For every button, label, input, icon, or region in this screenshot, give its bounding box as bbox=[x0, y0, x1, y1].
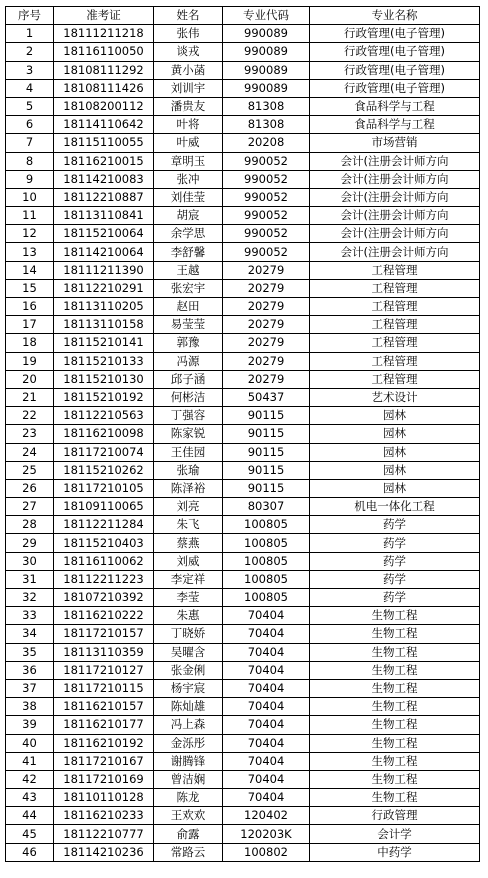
cell-major-code: 70404 bbox=[223, 679, 310, 697]
cell-exam-id: 18117210157 bbox=[54, 625, 154, 643]
cell-exam-id: 18117210167 bbox=[54, 752, 154, 770]
cell-major-name: 会计(注册会计师方向 bbox=[310, 188, 480, 206]
cell-exam-id: 18114110642 bbox=[54, 116, 154, 134]
cell-serial: 8 bbox=[6, 152, 54, 170]
cell-serial: 6 bbox=[6, 116, 54, 134]
cell-serial: 37 bbox=[6, 679, 54, 697]
table-row bbox=[6, 388, 480, 406]
cell-name: 李定祥 bbox=[154, 570, 223, 588]
header-row bbox=[6, 7, 480, 25]
cell-serial: 40 bbox=[6, 734, 54, 752]
table-row bbox=[6, 352, 480, 370]
cell-serial: 12 bbox=[6, 225, 54, 243]
header-serial: 序号 bbox=[6, 7, 54, 25]
cell-serial: 23 bbox=[6, 425, 54, 443]
cell-serial: 4 bbox=[6, 79, 54, 97]
cell-serial: 11 bbox=[6, 207, 54, 225]
table-row bbox=[6, 625, 480, 643]
cell-exam-id: 18112210777 bbox=[54, 825, 154, 843]
cell-major-name: 行政管理(电子管理) bbox=[310, 25, 480, 43]
cell-name: 常路云 bbox=[154, 843, 223, 861]
cell-major-code: 100802 bbox=[223, 843, 310, 861]
table-row bbox=[6, 679, 480, 697]
cell-major-name: 会计(注册会计师方向 bbox=[310, 207, 480, 225]
cell-name: 陈泽裕 bbox=[154, 479, 223, 497]
cell-major-name: 会计(注册会计师方向 bbox=[310, 225, 480, 243]
table-row bbox=[6, 279, 480, 297]
cell-exam-id: 18116110062 bbox=[54, 552, 154, 570]
table-row bbox=[6, 316, 480, 334]
cell-exam-id: 18112211284 bbox=[54, 516, 154, 534]
cell-major-code: 70404 bbox=[223, 698, 310, 716]
cell-major-code: 990089 bbox=[223, 61, 310, 79]
cell-serial: 29 bbox=[6, 534, 54, 552]
cell-major-code: 100805 bbox=[223, 570, 310, 588]
cell-name: 吴曜含 bbox=[154, 643, 223, 661]
cell-major-name: 会计(注册会计师方向 bbox=[310, 243, 480, 261]
cell-major-name: 工程管理 bbox=[310, 352, 480, 370]
cell-major-name: 生物工程 bbox=[310, 716, 480, 734]
table-row bbox=[6, 407, 480, 425]
table-row bbox=[6, 589, 480, 607]
cell-major-name: 市场营销 bbox=[310, 134, 480, 152]
cell-serial: 32 bbox=[6, 589, 54, 607]
cell-major-code: 100805 bbox=[223, 516, 310, 534]
cell-name: 刘训宇 bbox=[154, 79, 223, 97]
cell-major-name: 药学 bbox=[310, 534, 480, 552]
table-row bbox=[6, 661, 480, 679]
cell-major-code: 120203K bbox=[223, 825, 310, 843]
table-row bbox=[6, 207, 480, 225]
cell-serial: 45 bbox=[6, 825, 54, 843]
table-row bbox=[6, 97, 480, 115]
cell-name: 叶将 bbox=[154, 116, 223, 134]
cell-major-code: 81308 bbox=[223, 97, 310, 115]
cell-major-name: 生物工程 bbox=[310, 752, 480, 770]
cell-serial: 15 bbox=[6, 279, 54, 297]
cell-serial: 18 bbox=[6, 334, 54, 352]
cell-exam-id: 18115210262 bbox=[54, 461, 154, 479]
cell-serial: 20 bbox=[6, 370, 54, 388]
cell-name: 叶威 bbox=[154, 134, 223, 152]
cell-major-name: 药学 bbox=[310, 516, 480, 534]
cell-major-name: 生物工程 bbox=[310, 643, 480, 661]
cell-serial: 5 bbox=[6, 97, 54, 115]
cell-exam-id: 18116110050 bbox=[54, 43, 154, 61]
cell-serial: 39 bbox=[6, 716, 54, 734]
table-row bbox=[6, 498, 480, 516]
table-row bbox=[6, 643, 480, 661]
cell-major-name: 工程管理 bbox=[310, 316, 480, 334]
cell-serial: 9 bbox=[6, 170, 54, 188]
cell-serial: 46 bbox=[6, 843, 54, 861]
cell-name: 张伟 bbox=[154, 25, 223, 43]
table-row bbox=[6, 552, 480, 570]
cell-major-code: 20279 bbox=[223, 279, 310, 297]
table-row bbox=[6, 425, 480, 443]
cell-serial: 17 bbox=[6, 316, 54, 334]
cell-major-name: 生物工程 bbox=[310, 734, 480, 752]
cell-name: 杨宇宸 bbox=[154, 679, 223, 697]
header-exam-id: 准考证 bbox=[54, 7, 154, 25]
cell-name: 邱子涵 bbox=[154, 370, 223, 388]
cell-exam-id: 18111211390 bbox=[54, 261, 154, 279]
cell-serial: 10 bbox=[6, 188, 54, 206]
cell-major-code: 120402 bbox=[223, 807, 310, 825]
table-row bbox=[6, 516, 480, 534]
cell-exam-id: 18111211218 bbox=[54, 25, 154, 43]
cell-major-code: 70404 bbox=[223, 770, 310, 788]
table-row bbox=[6, 461, 480, 479]
cell-major-code: 50437 bbox=[223, 388, 310, 406]
cell-name: 王佳园 bbox=[154, 443, 223, 461]
table-row bbox=[6, 570, 480, 588]
cell-name: 丁晓娇 bbox=[154, 625, 223, 643]
table-row bbox=[6, 61, 480, 79]
cell-name: 俞露 bbox=[154, 825, 223, 843]
cell-major-name: 艺术设计 bbox=[310, 388, 480, 406]
cell-serial: 25 bbox=[6, 461, 54, 479]
cell-major-code: 20208 bbox=[223, 134, 310, 152]
table-row bbox=[6, 825, 480, 843]
cell-name: 冯上森 bbox=[154, 716, 223, 734]
table-row bbox=[6, 734, 480, 752]
cell-exam-id: 18108111426 bbox=[54, 79, 154, 97]
cell-major-code: 990089 bbox=[223, 25, 310, 43]
cell-major-code: 990052 bbox=[223, 207, 310, 225]
cell-major-code: 990052 bbox=[223, 243, 310, 261]
cell-major-name: 药学 bbox=[310, 570, 480, 588]
table-row bbox=[6, 607, 480, 625]
cell-serial: 41 bbox=[6, 752, 54, 770]
cell-exam-id: 18116210098 bbox=[54, 425, 154, 443]
cell-name: 张金俐 bbox=[154, 661, 223, 679]
cell-major-code: 70404 bbox=[223, 734, 310, 752]
cell-serial: 27 bbox=[6, 498, 54, 516]
cell-serial: 42 bbox=[6, 770, 54, 788]
cell-major-code: 90115 bbox=[223, 443, 310, 461]
cell-major-name: 园林 bbox=[310, 407, 480, 425]
cell-name: 王越 bbox=[154, 261, 223, 279]
table-row bbox=[6, 370, 480, 388]
cell-serial: 34 bbox=[6, 625, 54, 643]
cell-serial: 24 bbox=[6, 443, 54, 461]
cell-major-code: 70404 bbox=[223, 607, 310, 625]
cell-name: 王欢欢 bbox=[154, 807, 223, 825]
cell-exam-id: 18116210157 bbox=[54, 698, 154, 716]
table-row bbox=[6, 534, 480, 552]
cell-major-code: 90115 bbox=[223, 425, 310, 443]
table-row bbox=[6, 770, 480, 788]
cell-exam-id: 18115210192 bbox=[54, 388, 154, 406]
cell-major-code: 81308 bbox=[223, 116, 310, 134]
cell-major-name: 工程管理 bbox=[310, 261, 480, 279]
cell-major-code: 100805 bbox=[223, 552, 310, 570]
cell-exam-id: 18113110841 bbox=[54, 207, 154, 225]
cell-major-code: 80307 bbox=[223, 498, 310, 516]
cell-major-code: 990052 bbox=[223, 152, 310, 170]
cell-exam-id: 18117210105 bbox=[54, 479, 154, 497]
cell-major-code: 90115 bbox=[223, 461, 310, 479]
cell-major-code: 990089 bbox=[223, 43, 310, 61]
cell-major-code: 70404 bbox=[223, 752, 310, 770]
cell-major-code: 990089 bbox=[223, 79, 310, 97]
cell-major-code: 70404 bbox=[223, 625, 310, 643]
cell-exam-id: 18107210392 bbox=[54, 589, 154, 607]
cell-serial: 21 bbox=[6, 388, 54, 406]
cell-name: 郭豫 bbox=[154, 334, 223, 352]
cell-major-code: 100805 bbox=[223, 534, 310, 552]
cell-major-name: 工程管理 bbox=[310, 279, 480, 297]
cell-name: 陈家锐 bbox=[154, 425, 223, 443]
cell-name: 朱惠 bbox=[154, 607, 223, 625]
cell-exam-id: 18112211223 bbox=[54, 570, 154, 588]
cell-exam-id: 18112210291 bbox=[54, 279, 154, 297]
cell-name: 何彬洁 bbox=[154, 388, 223, 406]
table-row bbox=[6, 789, 480, 807]
header-major-code: 专业代码 bbox=[223, 7, 310, 25]
cell-major-code: 20279 bbox=[223, 261, 310, 279]
cell-name: 余学思 bbox=[154, 225, 223, 243]
cell-name: 张冲 bbox=[154, 170, 223, 188]
cell-serial: 13 bbox=[6, 243, 54, 261]
cell-major-name: 工程管理 bbox=[310, 370, 480, 388]
cell-major-name: 会计学 bbox=[310, 825, 480, 843]
cell-serial: 31 bbox=[6, 570, 54, 588]
cell-exam-id: 18112210887 bbox=[54, 188, 154, 206]
table-row bbox=[6, 25, 480, 43]
cell-major-code: 990052 bbox=[223, 170, 310, 188]
cell-major-name: 生物工程 bbox=[310, 607, 480, 625]
cell-exam-id: 18114210064 bbox=[54, 243, 154, 261]
cell-major-name: 中药学 bbox=[310, 843, 480, 861]
table-row bbox=[6, 243, 480, 261]
cell-exam-id: 18115210133 bbox=[54, 352, 154, 370]
table-row bbox=[6, 843, 480, 861]
cell-major-name: 园林 bbox=[310, 443, 480, 461]
cell-exam-id: 18116210177 bbox=[54, 716, 154, 734]
cell-serial: 44 bbox=[6, 807, 54, 825]
cell-name: 潘贵友 bbox=[154, 97, 223, 115]
table-row bbox=[6, 716, 480, 734]
cell-exam-id: 18113110205 bbox=[54, 298, 154, 316]
cell-major-code: 990052 bbox=[223, 225, 310, 243]
cell-serial: 22 bbox=[6, 407, 54, 425]
table-row bbox=[6, 225, 480, 243]
cell-major-name: 食品科学与工程 bbox=[310, 97, 480, 115]
cell-serial: 14 bbox=[6, 261, 54, 279]
cell-major-code: 20279 bbox=[223, 370, 310, 388]
cell-name: 黄小菡 bbox=[154, 61, 223, 79]
cell-name: 冯源 bbox=[154, 352, 223, 370]
cell-exam-id: 18112210563 bbox=[54, 407, 154, 425]
cell-exam-id: 18117210074 bbox=[54, 443, 154, 461]
cell-major-name: 会计(注册会计师方向 bbox=[310, 152, 480, 170]
cell-exam-id: 18113110158 bbox=[54, 316, 154, 334]
cell-major-name: 生物工程 bbox=[310, 679, 480, 697]
table-row bbox=[6, 134, 480, 152]
cell-major-code: 100805 bbox=[223, 589, 310, 607]
cell-exam-id: 18108200112 bbox=[54, 97, 154, 115]
table-row bbox=[6, 752, 480, 770]
cell-name: 丁强容 bbox=[154, 407, 223, 425]
cell-name: 曾洁娴 bbox=[154, 770, 223, 788]
table-row bbox=[6, 43, 480, 61]
table-row bbox=[6, 298, 480, 316]
cell-major-code: 90115 bbox=[223, 407, 310, 425]
header-name: 姓名 bbox=[154, 7, 223, 25]
cell-serial: 26 bbox=[6, 479, 54, 497]
table-row bbox=[6, 170, 480, 188]
cell-exam-id: 18117210169 bbox=[54, 770, 154, 788]
cell-exam-id: 18115210130 bbox=[54, 370, 154, 388]
cell-major-code: 20279 bbox=[223, 316, 310, 334]
cell-major-name: 行政管理(电子管理) bbox=[310, 61, 480, 79]
cell-name: 金泺彤 bbox=[154, 734, 223, 752]
cell-major-name: 园林 bbox=[310, 479, 480, 497]
cell-major-name: 园林 bbox=[310, 425, 480, 443]
table-row bbox=[6, 807, 480, 825]
student-table bbox=[5, 6, 480, 862]
cell-serial: 38 bbox=[6, 698, 54, 716]
table-row bbox=[6, 116, 480, 134]
table-row bbox=[6, 443, 480, 461]
cell-exam-id: 18115110055 bbox=[54, 134, 154, 152]
cell-serial: 36 bbox=[6, 661, 54, 679]
cell-serial: 1 bbox=[6, 25, 54, 43]
cell-exam-id: 18117210127 bbox=[54, 661, 154, 679]
cell-name: 陈灿雄 bbox=[154, 698, 223, 716]
cell-serial: 16 bbox=[6, 298, 54, 316]
cell-serial: 19 bbox=[6, 352, 54, 370]
cell-name: 易莹莹 bbox=[154, 316, 223, 334]
cell-name: 胡宸 bbox=[154, 207, 223, 225]
cell-exam-id: 18115210064 bbox=[54, 225, 154, 243]
cell-exam-id: 18117210115 bbox=[54, 679, 154, 697]
cell-exam-id: 18108111292 bbox=[54, 61, 154, 79]
cell-exam-id: 18116210192 bbox=[54, 734, 154, 752]
cell-major-code: 70404 bbox=[223, 661, 310, 679]
cell-major-name: 生物工程 bbox=[310, 789, 480, 807]
cell-exam-id: 18115210403 bbox=[54, 534, 154, 552]
cell-serial: 3 bbox=[6, 61, 54, 79]
table-row bbox=[6, 261, 480, 279]
cell-major-code: 20279 bbox=[223, 334, 310, 352]
cell-exam-id: 18114210083 bbox=[54, 170, 154, 188]
cell-exam-id: 18109110065 bbox=[54, 498, 154, 516]
cell-major-name: 生物工程 bbox=[310, 770, 480, 788]
cell-major-name: 机电一体化工程 bbox=[310, 498, 480, 516]
cell-name: 陈龙 bbox=[154, 789, 223, 807]
cell-name: 蔡燕 bbox=[154, 534, 223, 552]
cell-major-name: 行政管理 bbox=[310, 807, 480, 825]
cell-major-name: 会计(注册会计师方向 bbox=[310, 170, 480, 188]
cell-major-name: 生物工程 bbox=[310, 661, 480, 679]
cell-major-code: 20279 bbox=[223, 298, 310, 316]
cell-name: 谈戎 bbox=[154, 43, 223, 61]
table-row bbox=[6, 152, 480, 170]
cell-major-name: 生物工程 bbox=[310, 625, 480, 643]
cell-name: 朱飞 bbox=[154, 516, 223, 534]
cell-name: 李舒馨 bbox=[154, 243, 223, 261]
cell-name: 张宏宇 bbox=[154, 279, 223, 297]
cell-name: 刘亮 bbox=[154, 498, 223, 516]
cell-exam-id: 18113110359 bbox=[54, 643, 154, 661]
cell-major-code: 90115 bbox=[223, 479, 310, 497]
table-body bbox=[6, 25, 480, 862]
cell-serial: 35 bbox=[6, 643, 54, 661]
cell-major-name: 工程管理 bbox=[310, 334, 480, 352]
cell-serial: 28 bbox=[6, 516, 54, 534]
table-row bbox=[6, 479, 480, 497]
cell-serial: 7 bbox=[6, 134, 54, 152]
cell-major-code: 70404 bbox=[223, 643, 310, 661]
cell-major-code: 990052 bbox=[223, 188, 310, 206]
table-row bbox=[6, 698, 480, 716]
cell-serial: 2 bbox=[6, 43, 54, 61]
cell-name: 谢腾锋 bbox=[154, 752, 223, 770]
cell-major-name: 园林 bbox=[310, 461, 480, 479]
cell-exam-id: 18116210233 bbox=[54, 807, 154, 825]
cell-exam-id: 18115210141 bbox=[54, 334, 154, 352]
cell-exam-id: 18116210222 bbox=[54, 607, 154, 625]
cell-major-name: 行政管理(电子管理) bbox=[310, 79, 480, 97]
cell-name: 赵田 bbox=[154, 298, 223, 316]
cell-major-name: 生物工程 bbox=[310, 698, 480, 716]
cell-name: 李莹 bbox=[154, 589, 223, 607]
cell-major-name: 工程管理 bbox=[310, 298, 480, 316]
cell-serial: 43 bbox=[6, 789, 54, 807]
cell-major-name: 药学 bbox=[310, 589, 480, 607]
cell-serial: 30 bbox=[6, 552, 54, 570]
table-row bbox=[6, 79, 480, 97]
header-major-name: 专业名称 bbox=[310, 7, 480, 25]
cell-name: 章明玉 bbox=[154, 152, 223, 170]
table-row bbox=[6, 188, 480, 206]
cell-major-name: 食品科学与工程 bbox=[310, 116, 480, 134]
cell-name: 张瑜 bbox=[154, 461, 223, 479]
cell-name: 刘威 bbox=[154, 552, 223, 570]
cell-name: 刘佳莹 bbox=[154, 188, 223, 206]
cell-exam-id: 18110110128 bbox=[54, 789, 154, 807]
cell-major-code: 20279 bbox=[223, 352, 310, 370]
cell-major-name: 行政管理(电子管理) bbox=[310, 43, 480, 61]
cell-major-code: 70404 bbox=[223, 789, 310, 807]
cell-major-name: 药学 bbox=[310, 552, 480, 570]
cell-serial: 33 bbox=[6, 607, 54, 625]
table-row bbox=[6, 334, 480, 352]
cell-exam-id: 18116210015 bbox=[54, 152, 154, 170]
cell-exam-id: 18114210236 bbox=[54, 843, 154, 861]
cell-major-code: 70404 bbox=[223, 716, 310, 734]
